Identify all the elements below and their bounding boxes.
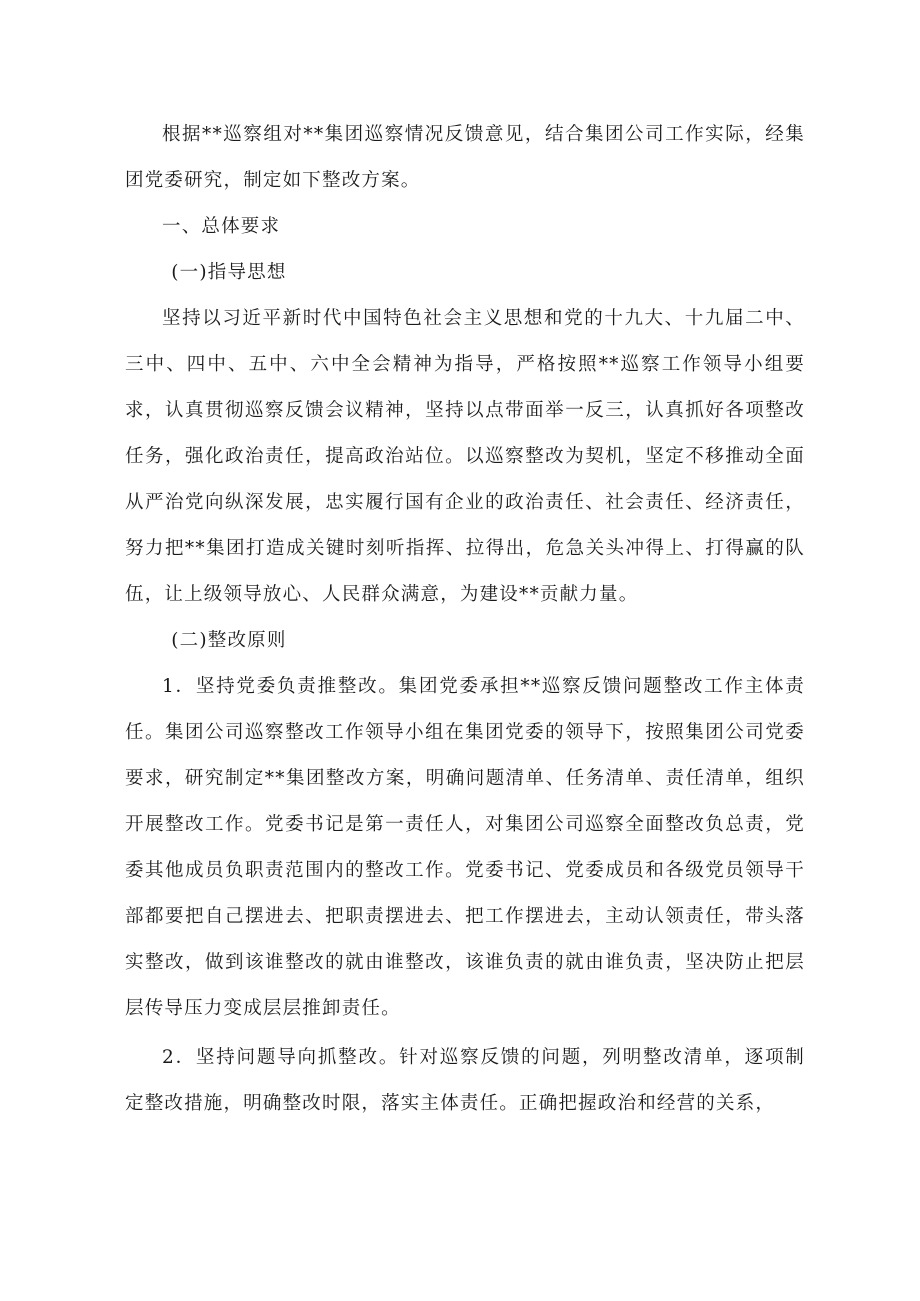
section-heading-general-requirements: 一、总体要求 [162, 216, 281, 237]
subsection-heading-rectification-principles: (二)整改原则 [171, 630, 287, 651]
principle-2-paragraph: 2．坚持问题导向抓整改。针对巡察反馈的问题，列明整改清单，逐项制定整改措施，明确整改时限，落实主体责任。正确把握政治和经营的关系， [125, 1047, 805, 1114]
document-body [125, 112, 805, 1127]
intro-paragraph: 根据**巡察组对**集团巡察情况反馈意见，结合集团公司工作实际，经集团党委研究，制定如下整改方案。 [125, 124, 805, 191]
guiding-ideology-paragraph: 坚持以习近平新时代中国特色社会主义思想和党的十九大、十九届二中、三中、四中、五中、六中全会精神为指导，严格按照**巡察工作领导小组要求，认真贯彻巡察反馈会议精神，坚持以点带面举一反三，认真抓好各项整改任务，强化政治责任，提高政治站位。以巡察整改为契机，坚定不移推动全面从严治党向纵深发展，忠实履行国有企业的政治责任、社会责任、经济责任，努力把**集团打造成关键时刻听指挥、拉得出，危急关头冲得上、打得赢的队伍，让上级领导放心、人民群众满意，为建设**贡献力量。 [125, 308, 805, 605]
subsection-heading-guiding-ideology: (一)指导思想 [171, 262, 287, 283]
principle-1-paragraph: 1．坚持党委负责推整改。集团党委承担**巡察反馈问题整改工作主体责任。集团公司巡察整改工作领导小组在集团党委的领导下，按照集团公司党委要求，研究制定**集团整改方案，明确问题清单、任务清单、责任清单，组织开展整改工作。党委书记是第一责任人，对集团公司巡察全面整改负总责，党委其他成员负职责范围内的整改工作。党委书记、党委成员和各级党员领导干部都要把自己摆进去、把职责摆进去、把工作摆进去，主动认领责任，带头落实整改，做到该谁整改的就由谁整改，该谁负责的就由谁负责，坚决防止把层层传导压力变成层层推卸责任。 [125, 676, 805, 1019]
